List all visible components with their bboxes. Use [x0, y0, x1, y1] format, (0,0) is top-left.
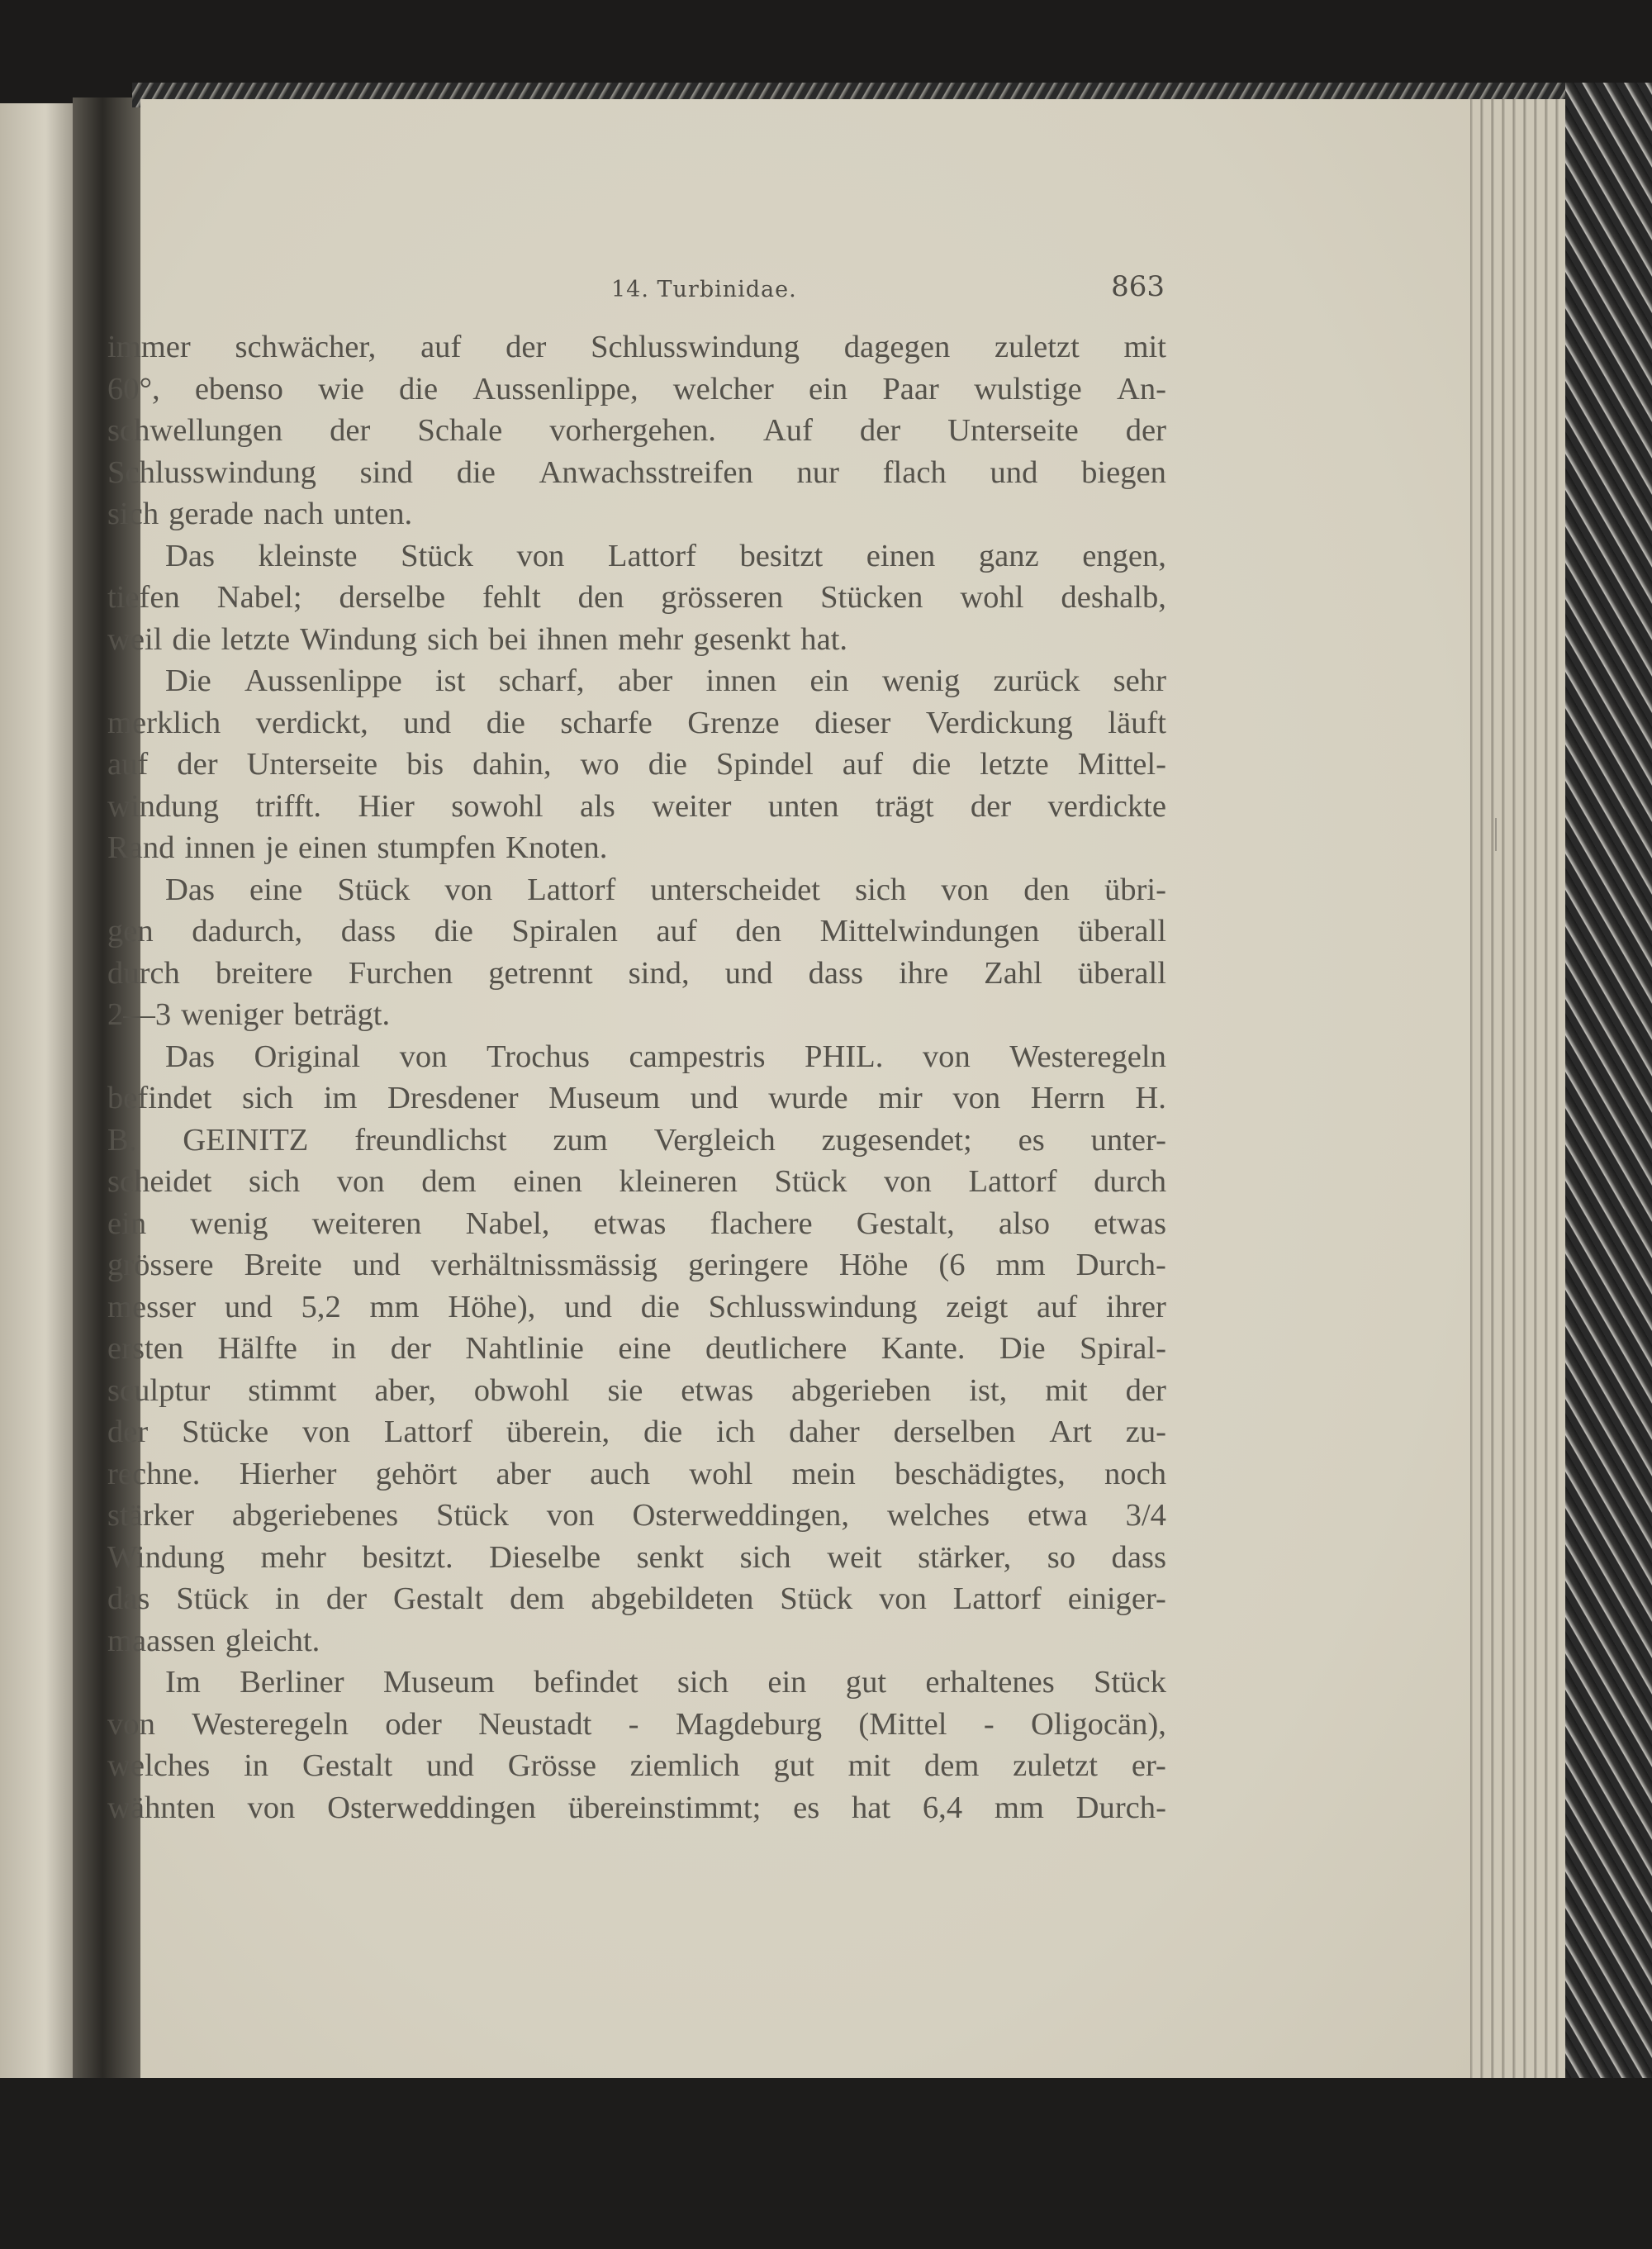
text-line: weil die letzte Windung sich bei ihnen mehr gesenkt hat.: [107, 621, 848, 657]
body-text: [107, 326, 1166, 1828]
text-line: Das eine Stück von Lattorf unterscheidet sich von den übri-: [165, 872, 1166, 907]
text-line: durch breitere Furchen getrennt sind, und dass ihre Zahl überall: [107, 955, 1166, 991]
text-line: maassen gleicht.: [107, 1623, 320, 1658]
text-line: rechne. Hierher gehört aber auch wohl mein beschädigtes, noch: [107, 1456, 1166, 1491]
text-line: stärker abgeriebenes Stück von Osterweddingen, welches etwa 3/4: [107, 1498, 1166, 1533]
page-header: [475, 269, 1165, 310]
text-line: wähnten von Osterweddingen übereinstimmt; es hat 6,4 mm Durch-: [107, 1790, 1166, 1825]
text-line: tiefen Nabel; derselbe fehlt den grösseren Stücken wohl deshalb,: [107, 580, 1166, 615]
left-page-edge: [0, 103, 83, 2249]
text-line: ersten Hälfte in der Nahtlinie eine deutlichere Kante. Die Spiral-: [107, 1331, 1166, 1366]
text-line: der Stücke von Lattorf überein, die ich daher derselben Art zu-: [107, 1415, 1166, 1449]
text-line: scheidet sich von dem einen kleineren Stück von Lattorf durch: [107, 1164, 1166, 1199]
text-line: ein wenig weiteren Nabel, etwas flachere Gestalt, also etwas: [107, 1205, 1166, 1241]
text-line: das Stück in der Gestalt dem abgebildeten Stück von Lattorf einiger-: [107, 1581, 1166, 1616]
running-head: 14. Turbinidae.: [611, 277, 797, 302]
text-line: sich gerade nach unten.: [107, 497, 413, 531]
text-line: Schlusswindung sind die Anwachsstreifen nur flach und biegen: [107, 454, 1166, 490]
text-line: B. GEINITZ freundlichst zum Vergleich zugesendet; es unter-: [107, 1122, 1166, 1158]
text-line: messer und 5,2 mm Höhe), und die Schlusswindung zeigt auf ihrer: [107, 1289, 1166, 1324]
text-line: merklich verdickt, und die scharfe Grenze dieser Verdickung läuft: [107, 705, 1166, 740]
background: [0, 2078, 1652, 2249]
text-line: Windung mehr besitzt. Dieselbe senkt sich weit stärker, so dass: [107, 1539, 1166, 1575]
margin-mark: [1495, 818, 1497, 851]
text-line: windung trifft. Hier sowohl als weiter unten trägt der verdickte: [107, 788, 1166, 824]
page-edges: [1462, 99, 1574, 2078]
text-line: auf der Unterseite bis dahin, wo die Spindel auf die letzte Mittel-: [107, 747, 1166, 782]
text-line: schwellungen der Schale vorhergehen. Auf der Unterseite der: [107, 413, 1166, 448]
text-line: Das kleinste Stück von Lattorf besitzt einen ganz engen,: [165, 538, 1166, 573]
text-line: welches in Gestalt und Grösse ziemlich gut mit dem zuletzt er-: [107, 1748, 1166, 1783]
text-line: Rand innen je einen stumpfen Knoten.: [107, 830, 608, 865]
text-line: Das Original von Trochus campestris PHIL. von Westeregeln: [165, 1039, 1166, 1074]
text-line: immer schwächer, auf der Schlusswindung dagegen zuletzt mit: [107, 330, 1166, 364]
text-line: sculptur stimmt aber, obwohl sie etwas abgerieben ist, mit der: [107, 1372, 1166, 1408]
text-line: 60°, ebenso wie die Aussenlippe, welcher ein Paar wulstige An-: [107, 371, 1166, 407]
text-line: von Westeregeln oder Neustadt - Magdeburg (Mittel - Oligocän),: [107, 1706, 1166, 1742]
page-number: 863: [1111, 270, 1165, 303]
text-line: befindet sich im Dresdener Museum und wurde mir von Herrn H.: [107, 1081, 1166, 1115]
text-line: gen dadurch, dass die Spiralen auf den Mittelwindungen überall: [107, 914, 1166, 949]
text-line: grössere Breite und verhältnissmässig geringere Höhe (6 mm Durch-: [107, 1248, 1166, 1282]
text-line: Im Berliner Museum befindet sich ein gut erhaltenes Stück: [165, 1665, 1166, 1700]
text-line: 2—3 weniger beträgt.: [107, 997, 391, 1032]
book-cover-right: [1565, 83, 1652, 2249]
text-line: Die Aussenlippe ist scharf, aber innen ein wenig zurück sehr: [165, 663, 1166, 698]
